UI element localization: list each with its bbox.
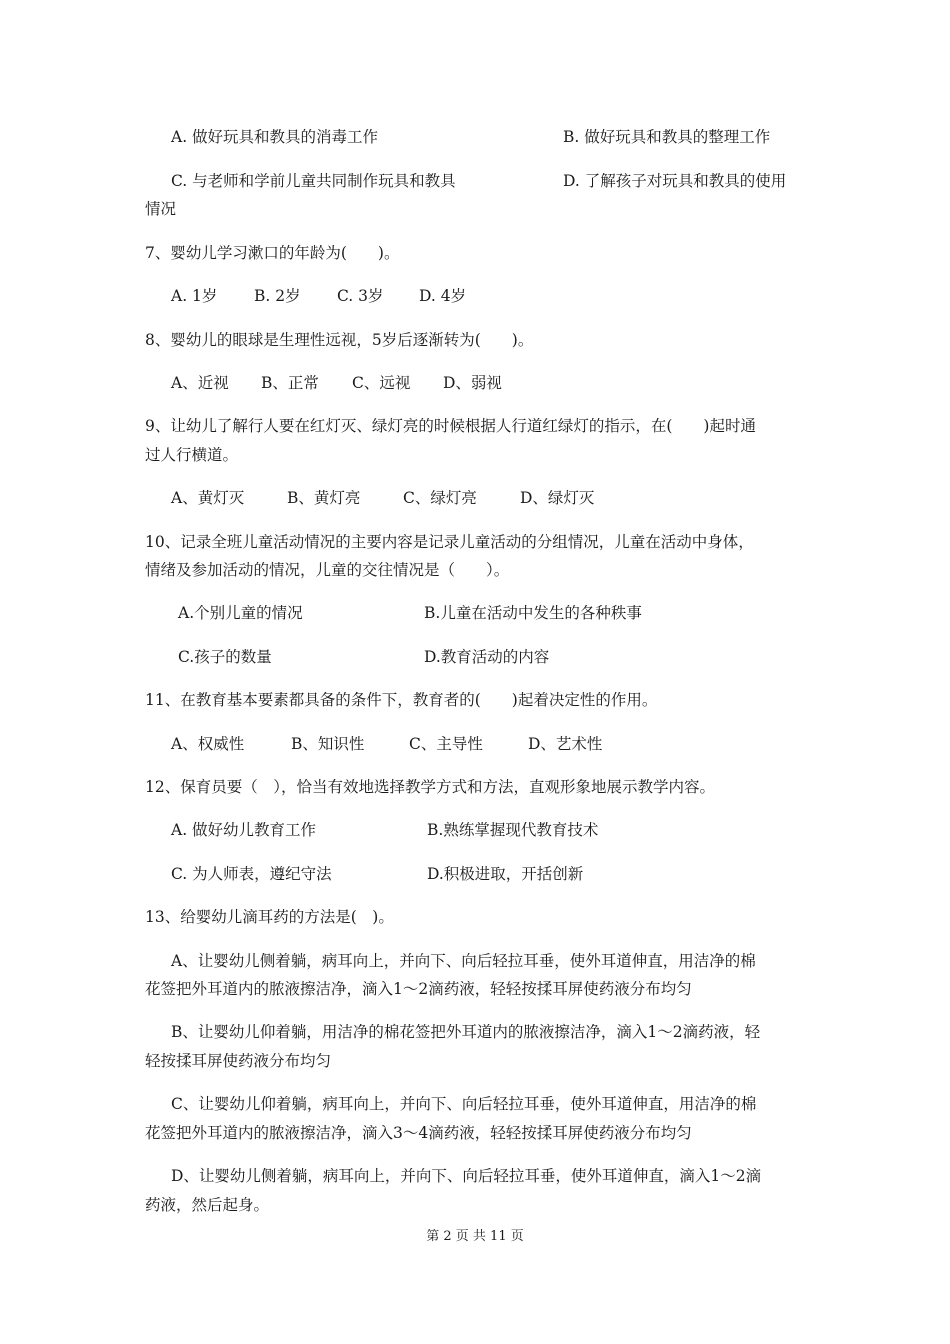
- q12-option-d: D.积极进取，开括创新: [427, 865, 584, 883]
- q6-option-d: D. 了解孩子对玩具和教具的使用: [563, 172, 787, 190]
- q6-option-d-continued: 情况: [145, 200, 177, 218]
- q8-option-d: D、弱视: [443, 374, 502, 392]
- q6-option-c: C. 与老师和学前儿童共同制作玩具和教具: [171, 172, 456, 190]
- q13-stem: 13、给婴幼儿滴耳药的方法是( )。: [145, 908, 394, 926]
- q7-option-a: A. 1岁: [171, 287, 218, 305]
- q7-option-c: C. 3岁: [337, 287, 384, 305]
- q13-option-b-line1: B、让婴幼儿仰着躺，用洁净的棉花签把外耳道内的脓液擦洁净，滴入1～2滴药液，轻: [171, 1023, 761, 1041]
- page-footer: 第 2 页 共 11 页: [426, 1229, 524, 1244]
- q6-option-b: B. 做好玩具和教具的整理工作: [563, 128, 771, 146]
- q13-option-a-line1: A、让婴幼儿侧着躺，病耳向上，并向下、向后轻拉耳垂，使外耳道伸直，用洁净的棉: [171, 952, 756, 970]
- q11-option-d: D、艺术性: [528, 735, 603, 753]
- q8-option-b: B、正常: [261, 374, 319, 392]
- q10-option-a: A.个别儿童的情况: [178, 604, 303, 622]
- q6-option-a: A. 做好玩具和教具的消毒工作: [171, 128, 379, 146]
- q12-stem: 12、保育员要（ ），恰当有效地选择教学方式和方法，直观形象地展示教学内容。: [145, 778, 715, 796]
- q9-option-a: A、黄灯灭: [171, 489, 245, 507]
- q10-stem-line2: 情绪及参加活动的情况，儿童的交往情况是（ ）。: [145, 561, 510, 579]
- q12-option-c: C. 为人师表，遵纪守法: [171, 865, 332, 883]
- q9-option-b: B、黄灯亮: [287, 489, 361, 507]
- q7-option-d: D. 4岁: [419, 287, 467, 305]
- q13-option-d-line1: D、让婴幼儿侧着躺，病耳向上，并向下、向后轻拉耳垂，使外耳道伸直，滴入1～2滴: [171, 1167, 762, 1185]
- q9-stem-line1: 9、让幼儿了解行人要在红灯灭、绿灯亮的时候根据人行道红绿灯的指示，在( )起时通: [145, 417, 756, 435]
- q13-option-c-line1: C、让婴幼儿仰着躺，病耳向上，并向下、向后轻拉耳垂，使外耳道伸直，用洁净的棉: [171, 1095, 757, 1113]
- q13-option-d-line2: 药液，然后起身。: [145, 1196, 270, 1214]
- q9-option-c: C、绿灯亮: [403, 489, 477, 507]
- q11-option-b: B、知识性: [291, 735, 365, 753]
- q8-option-a: A、近视: [171, 374, 229, 392]
- q11-option-c: C、主导性: [409, 735, 483, 753]
- q13-option-c-line2: 花签把外耳道内的脓液擦洁净，滴入3～4滴药液，轻轻按揉耳屏使药液分布均匀: [145, 1124, 692, 1142]
- q10-option-b: B.儿童在活动中发生的各种秩事: [424, 604, 642, 622]
- q10-option-d: D.教育活动的内容: [424, 648, 550, 666]
- q10-stem-line1: 10、记录全班儿童活动情况的主要内容是记录儿童活动的分组情况，儿童在活动中身体，: [145, 533, 754, 551]
- q10-option-c: C.孩子的数量: [178, 648, 272, 666]
- q9-option-d: D、绿灯灭: [520, 489, 595, 507]
- q9-stem-line2: 过人行横道。: [145, 446, 239, 464]
- q7-stem: 7、婴幼儿学习漱口的年龄为( )。: [145, 244, 400, 262]
- q12-option-b: B.熟练掌握现代教育技术: [427, 821, 599, 839]
- q8-option-c: C、远视: [352, 374, 411, 392]
- q11-option-a: A、权威性: [171, 735, 245, 753]
- q8-stem: 8、婴幼儿的眼球是生理性远视，5岁后逐渐转为( )。: [145, 331, 534, 349]
- q13-option-a-line2: 花签把外耳道内的脓液擦洁净，滴入1～2滴药液，轻轻按揉耳屏使药液分布均匀: [145, 980, 692, 998]
- q12-option-a: A. 做好幼儿教育工作: [171, 821, 317, 839]
- q11-stem: 11、在教育基本要素都具备的条件下，教育者的( )起着决定性的作用。: [145, 691, 658, 709]
- q13-option-b-line2: 轻按揉耳屏使药液分布均匀: [145, 1052, 332, 1070]
- q7-option-b: B. 2岁: [254, 287, 301, 305]
